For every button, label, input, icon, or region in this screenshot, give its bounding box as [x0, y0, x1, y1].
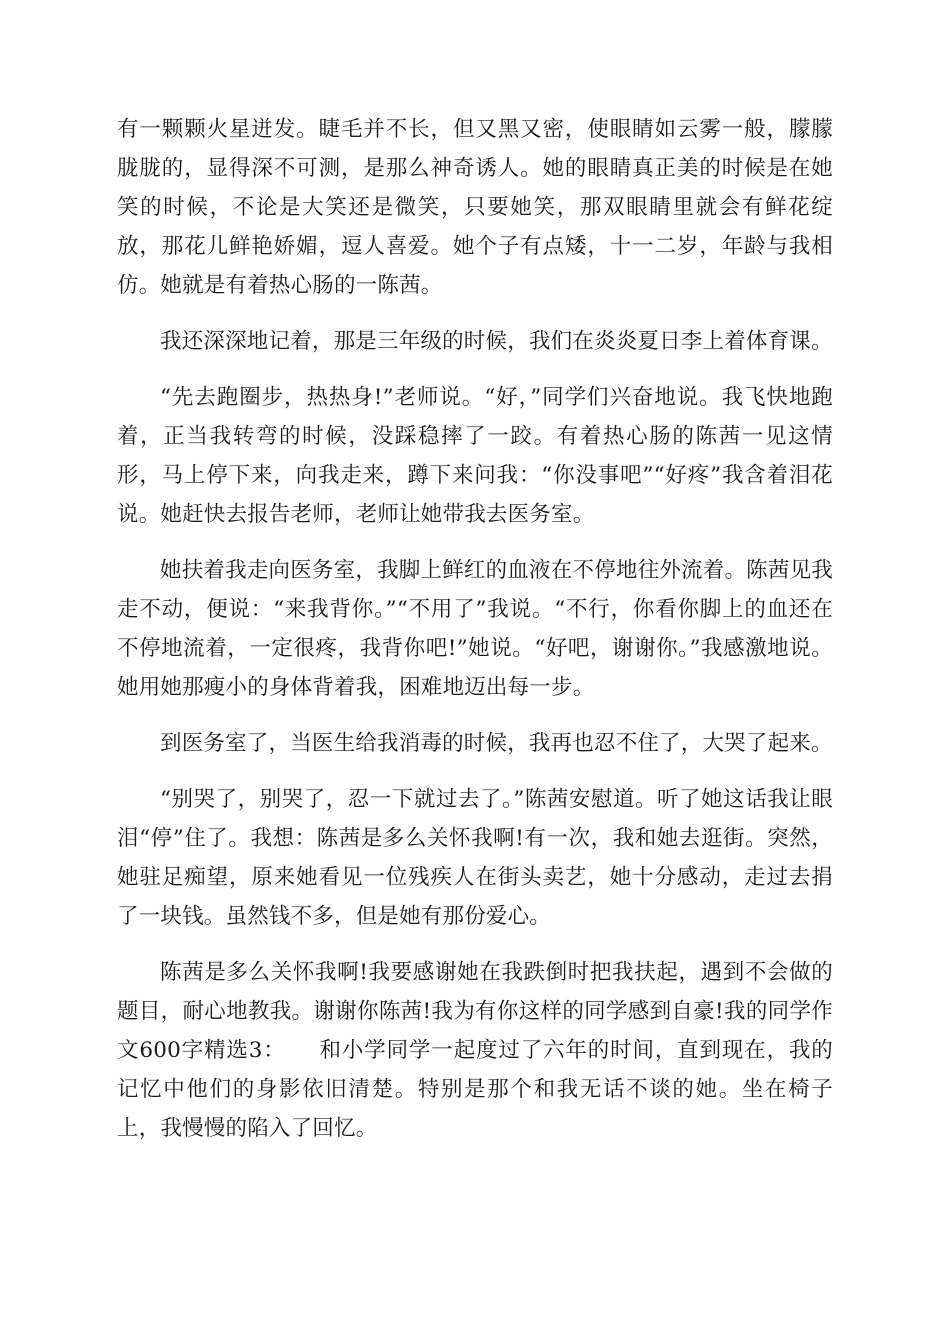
paragraph-6: “别哭了，别哭了，忍一下就过去了。”陈茜安慰道。听了她这话我让眼泪“停”住了。我想：陈茜是多么关怀我啊!有一次，我和她去逛街。突然，她驻足痴望，原来她看见一位残疾人在街头卖艺，她十分感动，走过去捐了一块钱。虽然钱不多，但是她有那份爱心。 — [117, 787, 833, 929]
paragraph-4: 她扶着我走向医务室，我脚上鲜红的血液在不停地往外流着。陈茜见我走不动，便说：“来我背你。”“不用了”我说。“不行，你看你脚上的血还在不停地流着，一定很疼，我背你吧!”她说。“好吧，谢谢你。”我感激地说。她用她那瘦小的身体背着我，困难地迈出每一步。 — [117, 558, 833, 700]
paragraph-7: 陈茜是多么关怀我啊!我要感谢她在我跌倒时把我扶起，遇到不会做的题目，耐心地教我。谢谢你陈茜!我为有你这样的同学感到自豪!我的同学作文600字精选3： 和小学同学一起度过了六年的时间，直到现在，我的记忆中他们的身影依旧清楚。特别是那个和我无话不谈的她。坐在椅子上，我慢慢的陷入了回忆。 — [117, 960, 833, 1141]
paragraph-5: 到医务室了，当医生给我消毒的时候，我再也忍不住了，大哭了起来。 — [160, 731, 833, 756]
paragraph-3: “先去跑圈步，热热身!”老师说。“好，”同学们兴奋地说。我飞快地跑着，正当我转弯的时候，没踩稳摔了一跤。有着热心肠的陈茜一见这情形，马上停下来，向我走来，蹲下来问我：“你没事吧”“好疼”我含着泪花说。她赶快去报告老师，老师让她带我去医务室。 — [117, 385, 833, 527]
paragraph-1: 有一颗颗火星迸发。睫毛并不长，但又黑又密，使眼睛如云雾一般，朦朦胧胧的，显得深不可测，是那么神奇诱人。她的眼睛真正美的时候是在她笑的时候，不论是大笑还是微笑，只要她笑，那双眼睛里就会有鲜花绽放，那花儿鲜艳娇媚，逗人喜爱。她个子有点矮，十一二岁，年龄与我相仿。她就是有着热心肠的一陈茜。 — [117, 117, 833, 298]
paragraph-2: 我还深深地记着，那是三年级的时候，我们在炎炎夏日李上着体育课。 — [160, 329, 833, 354]
document-page — [117, 110, 833, 1165]
